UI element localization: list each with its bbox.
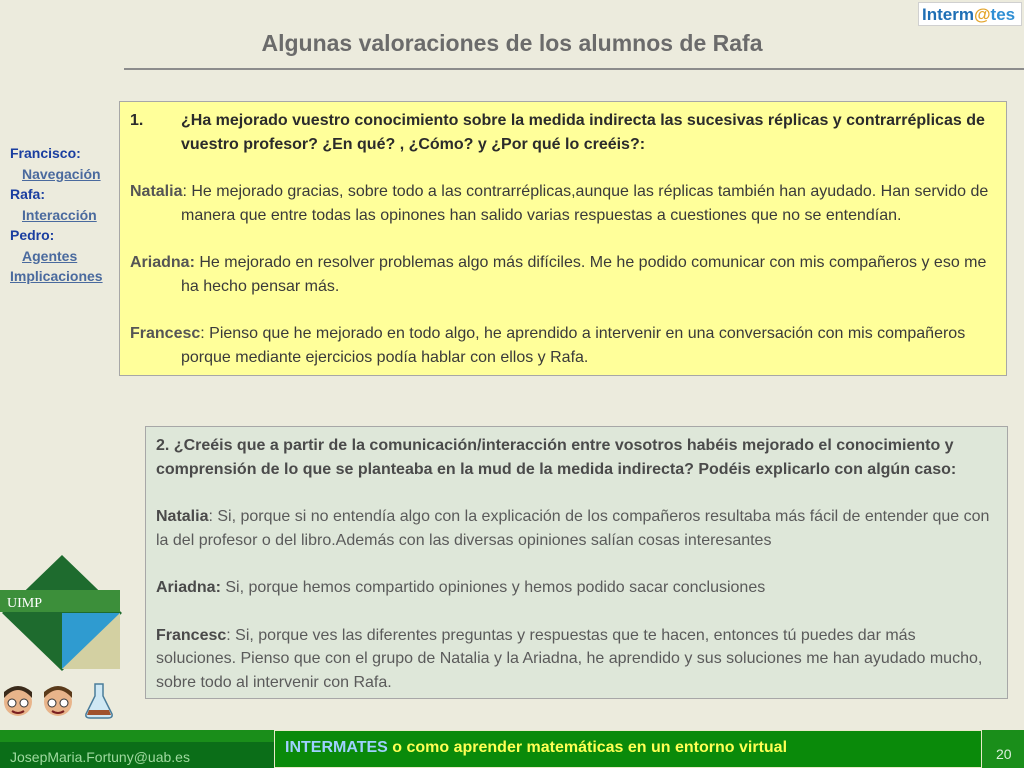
- answer-natalia-1: [130, 180, 996, 227]
- nav-person-francisco: Francisco:: [10, 145, 81, 161]
- footer-caption: [274, 730, 982, 768]
- nav-link-interaccion[interactable]: Interacción: [22, 206, 97, 223]
- nav-person-rafa: Rafa:: [10, 186, 46, 202]
- student-avatars: [0, 678, 122, 722]
- answer-text: : He mejorado gracias, sobre todo a las contrarréplicas,aunque las réplicas también han ayudado. Han servido de manera que entre todas las opinones han salido varias respuestas a cuestiones que no se entendían.: [181, 183, 989, 224]
- answer-text: : Si, porque si no entendía algo con la explicación de los compañeros resultaba más fácil de entender que con la del profesor o del libro.Además con las diversas opiniones salían cosas interesantes: [156, 508, 990, 549]
- answer-name: Francesc: [130, 325, 201, 342]
- answer-name: Natalia: [130, 183, 183, 200]
- nav-link-implicaciones[interactable]: Implicaciones: [10, 268, 103, 284]
- answer-name: Natalia: [156, 508, 209, 525]
- footer-tagline: o como aprender matemáticas en un entorno virtual: [387, 739, 788, 756]
- question-2-text: 2. ¿Creéis que a partir de la comunicación/interacción entre vosotros habéis mejorado el conocimiento y comprensión de lo que se planteaba en la mud de la medida indirecta? Podéis explicarlo con algún caso:: [156, 437, 957, 478]
- avatar-boy-2: [44, 686, 72, 716]
- title-divider: [124, 68, 1024, 70]
- answer-text: : Pienso que he mejorado en todo algo, he aprendido a intervenir en una conversación con mis compañeros porque mediante ejercicios podía hablar con ellos y Rafa.: [181, 325, 966, 366]
- nav-link-agentes[interactable]: Agentes: [22, 247, 78, 264]
- answer-francesc-1: [130, 322, 996, 369]
- question-1: [130, 109, 996, 156]
- page-number: 20: [996, 746, 1012, 762]
- answer-name: Ariadna:: [130, 254, 195, 271]
- question-1-text: ¿Ha mejorado vuestro conocimiento sobre la medida indirecta las sucesivas réplicas y contrarréplicas de vuestro profesor? ¿En qué? , ¿Cómo? y ¿Por qué lo creéis?:: [181, 112, 985, 153]
- footer-brand: INTERMATES: [285, 739, 388, 756]
- answer-francesc-2: [156, 624, 997, 695]
- question-1-box: [119, 101, 1007, 376]
- answer-natalia-2: [156, 505, 997, 552]
- answer-name: Ariadna:: [156, 579, 221, 596]
- nav-person-pedro: Pedro:: [10, 227, 55, 243]
- nav-link-navegacion[interactable]: Navegación: [22, 165, 101, 182]
- question-1-number: 1.: [130, 112, 144, 129]
- answer-text: Si, porque hemos compartido opiniones y hemos podido sacar conclusiones: [220, 579, 766, 596]
- answer-name: Francesc: [156, 626, 227, 644]
- answer-ariadna-2: [156, 576, 997, 600]
- intermates-logo: Interm@tes: [918, 2, 1022, 26]
- side-navigation: [10, 143, 103, 287]
- avatar-boy-1: [4, 686, 32, 716]
- flask-icon: [86, 684, 112, 718]
- answer-text: : Si, porque ves las diferentes preguntas y respuestas que te hacen, entonces tú puedes dar más soluciones. Pienso que con el grupo de Natalia y la Ariadna, he aprendido y sus soluciones me han ayudado mucho, sobre todo al intervenir con Rafa.: [156, 626, 983, 691]
- question-2-box: [145, 426, 1008, 699]
- answer-ariadna-1: [130, 251, 996, 298]
- uimp-logo: [0, 555, 122, 671]
- answer-text: He mejorado en resolver problemas algo más difíciles. Me he podido comunicar con mis compañeros y eso me ha hecho pensar más.: [181, 254, 987, 295]
- author-email: JosepMaria.Fortuny@uab.es: [10, 749, 190, 765]
- uimp-label: UIMP: [7, 596, 43, 611]
- page-title: Algunas valoraciones de los alumnos de Rafa: [261, 30, 763, 56]
